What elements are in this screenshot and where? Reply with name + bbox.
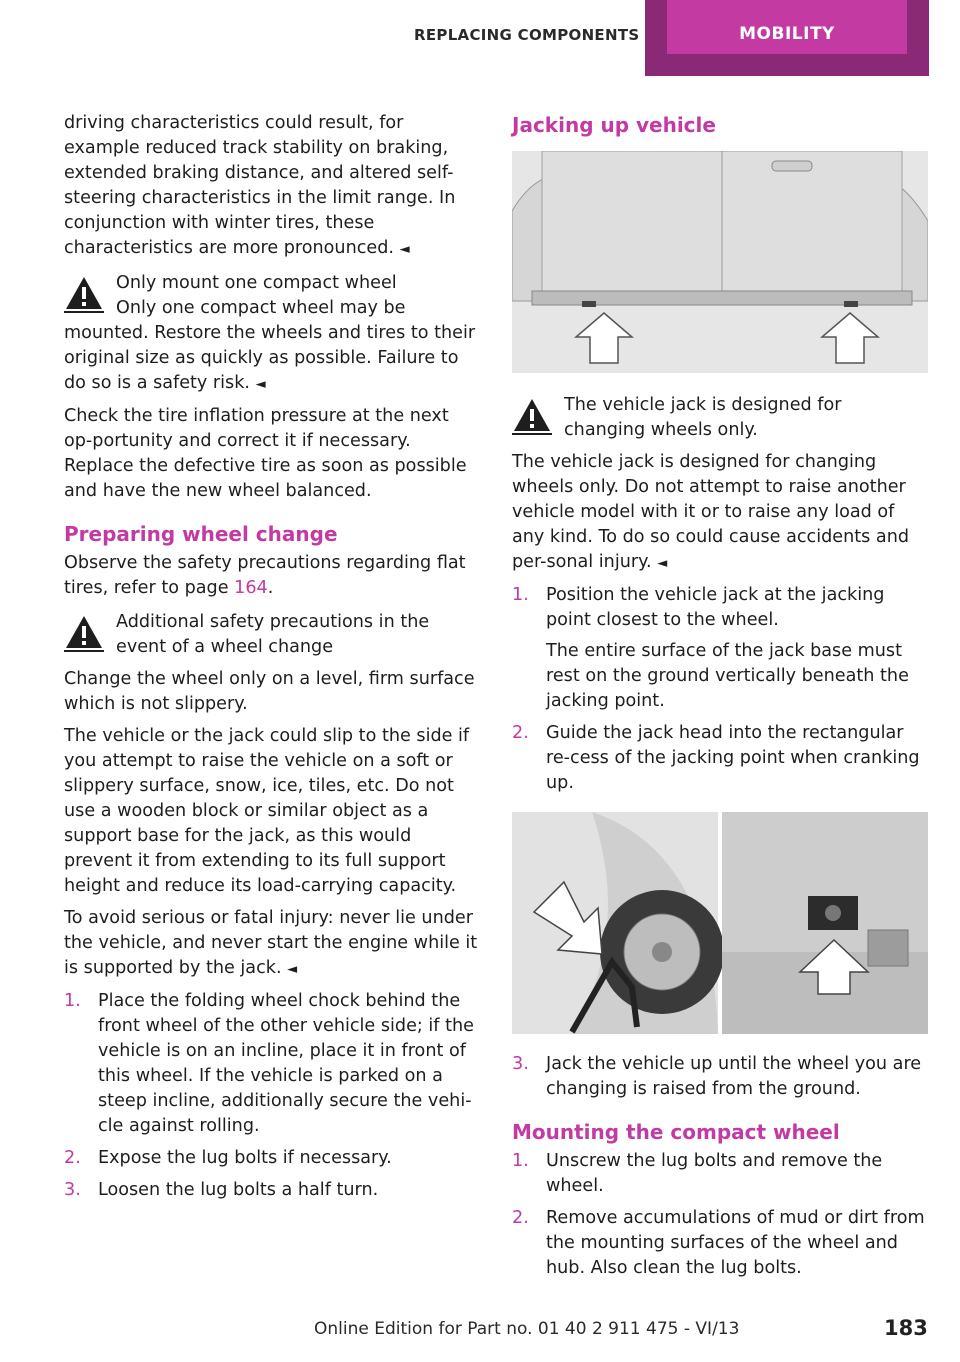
heading-mounting-compact-wheel: Mounting the compact wheel (512, 1120, 840, 1144)
list-item: 2. Guide the jack head into the rectangular re-cess of the jacking point when cranking up. (512, 723, 920, 793)
chapter-tab[interactable] (645, 0, 929, 76)
step-list (512, 1149, 928, 1281)
warning-title: Additional safety precautions in the event of a wheel change (116, 612, 430, 657)
warning-body: The vehicle jack is designed for changing wheels only. Do not attempt to raise another vehicle model with it or to raise any load of any kind. To do so could cause accidents and per-sonal injury. ◄ (512, 452, 910, 572)
page-number: 183 (884, 1316, 928, 1340)
warning-body: Only one compact wheel may be mounted. Restore the wheels and tires to their original size as quickly as possible. Failure to do so is a safety risk. ◄ (64, 298, 476, 393)
warning-triangle-icon (64, 614, 104, 652)
warning-triangle-icon (512, 397, 552, 435)
chapter-tab-label: MOBILITY (667, 0, 907, 54)
list-item: 2. Remove accumulations of mud or dirt from the mounting surfaces of the wheel and hub. Also clean the lug bolts. (512, 1208, 925, 1278)
right-column (512, 111, 928, 1288)
warning-title: Only mount one compact wheel (116, 273, 397, 293)
warning-body: To avoid serious or fatal injury: never lie under the vehicle, and never start the engine while it is supported by the jack. ◄ (64, 908, 478, 978)
heading-preparing-wheel-change: Preparing wheel change (64, 522, 338, 546)
step-list (64, 989, 480, 1203)
list-item: 3. Jack the vehicle up until the wheel you are changing is raised from the ground. (512, 1054, 922, 1099)
warning-title: The vehicle jack is designed for changing wheels only. (564, 395, 842, 440)
warning-triangle-icon (64, 275, 104, 313)
header-section-title: REPLACING COMPONENTS (414, 26, 640, 44)
figure-jacking-points (512, 151, 928, 373)
check-pressure-paragraph: Check the tire inflation pressure at the next op-portunity and correct it if necessary. Replace the defective tire as soon as possible and have the new wheel balanced. (64, 406, 467, 501)
warning-body: The vehicle or the jack could slip to the side if you attempt to raise the vehicle on a soft or slippery surface, snow, ice, tiles, etc. Do not use a wooden block or similar object as a support base for the jack, as this would prevent it from extending to its full support height and reduce its load-carrying capacity. (64, 726, 470, 896)
end-mark: ◄ (399, 242, 410, 257)
list-item: 1. Position the vehicle jack at the jacking point closest to the wheel. The entire surface of the jack base must rest on the ground vertically beneath the jacking point. (512, 585, 909, 711)
step-list (512, 1052, 928, 1102)
intro-paragraph: driving characteristics could result, for example reduced track stability on braking, extended braking distance, and altered self-steering characteristics in the limit range. In conjunction with winter tires, these characteristics are more pronounced. ◄ (64, 113, 456, 258)
left-column (64, 111, 480, 1210)
page-ref-link[interactable]: 164 (234, 578, 268, 598)
list-item: 3. Loosen the lug bolts a half turn. (64, 1180, 379, 1200)
jack-placement-illustration (512, 812, 928, 1034)
warning-wheel-change (64, 608, 480, 660)
warning-compact-wheel (64, 269, 480, 397)
footer-edition: Online Edition for Part no. 01 40 2 911 475 - VI/13 (314, 1319, 740, 1339)
list-item: 1. Place the folding wheel chock behind the front wheel of the other vehicle side; if the vehicle is on an incline, place it in front of this wheel. If the vehicle is parked on a steep incline, additionally secure the vehi-cle against rolling. (64, 991, 474, 1136)
step-list (512, 583, 928, 796)
jacking-points-illustration (512, 151, 928, 373)
heading-jacking-up-vehicle: Jacking up vehicle (512, 113, 716, 137)
list-item: 2. Expose the lug bolts if necessary. (64, 1148, 392, 1168)
prep-paragraph: Observe the safety precautions regarding flat tires, refer to page 164. (64, 553, 466, 598)
list-item: 1. Unscrew the lug bolts and remove the wheel. (512, 1151, 883, 1196)
warning-jack-usage (512, 391, 928, 443)
warning-body: Change the wheel only on a level, firm surface which is not slippery. (64, 669, 475, 714)
figure-jack-placement (512, 812, 928, 1034)
